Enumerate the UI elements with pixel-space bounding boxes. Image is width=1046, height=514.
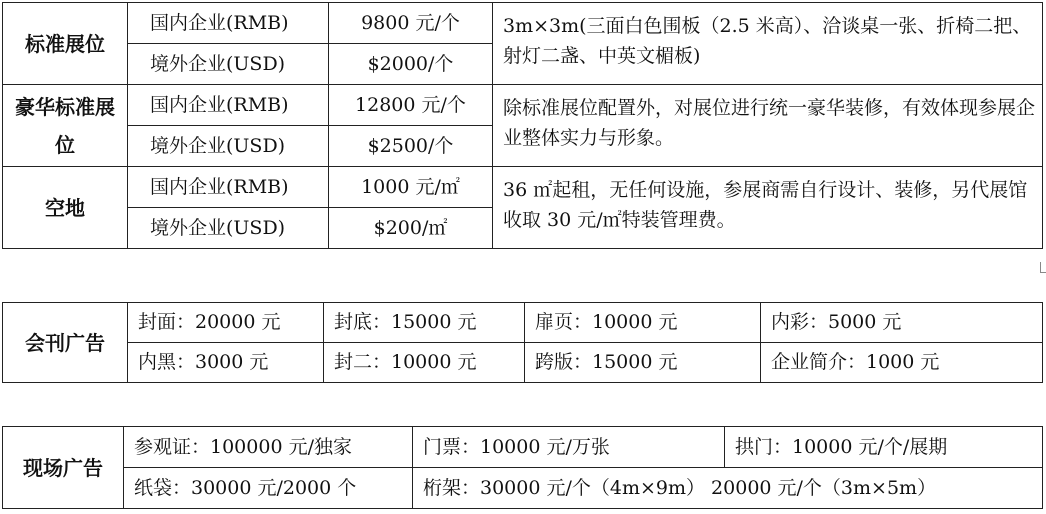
foreign-price: $200/㎡ [329, 208, 493, 249]
onsite-ads-table [2, 426, 1043, 509]
domestic-label: 国内企业(RMB) [128, 3, 329, 44]
foreign-label: 境外企业(USD) [128, 126, 329, 167]
journal-ad-item: 封底：15000 元 [324, 303, 525, 343]
journal-ad-item: 内黑：3000 元 [128, 343, 324, 383]
category-journal-ads: 会刊广告 [3, 303, 128, 383]
booth-pricing-table [2, 2, 1043, 249]
journal-ad-item: 封二：10000 元 [324, 343, 525, 383]
domestic-label: 国内企业(RMB) [128, 85, 329, 126]
journal-ad-item: 封面：20000 元 [128, 303, 324, 343]
domestic-price: 9800 元/个 [329, 3, 493, 44]
journal-ad-item: 企业简介：1000 元 [761, 343, 1043, 383]
foreign-label: 境外企业(USD) [128, 44, 329, 85]
foreign-label: 境外企业(USD) [128, 208, 329, 249]
category-luxury-booth: 豪华标准展位 [3, 85, 128, 167]
booth-description: 除标准展位配置外，对展位进行统一豪华装修，有效体现参展企业整体实力与形象。 [493, 85, 1043, 167]
onsite-ad-item: 门票：10000 元/万张 [413, 427, 725, 468]
domestic-price: 12800 元/个 [329, 85, 493, 126]
onsite-ad-item: 纸袋：30000 元/2000 个 [124, 468, 413, 509]
domestic-label: 国内企业(RMB) [128, 167, 329, 208]
corner-mark [1040, 262, 1046, 273]
foreign-price: $2500/个 [329, 126, 493, 167]
journal-ad-item: 跨版：15000 元 [525, 343, 761, 383]
booth-description: 3m×3m(三面白色围板（2.5 米高）、洽谈桌一张、折椅二把、射灯二盏、中英文楣板) [493, 3, 1043, 85]
category-standard-booth: 标准展位 [3, 3, 128, 85]
journal-ads-table [2, 302, 1043, 383]
onsite-ad-item: 拱门：10000 元/个/展期 [725, 427, 1043, 468]
foreign-price: $2000/个 [329, 44, 493, 85]
booth-description: 36 ㎡起租，无任何设施，参展商需自行设计、装修，另代展馆收取 30 元/㎡特装管理费。 [493, 167, 1043, 249]
category-open-space: 空地 [3, 167, 128, 249]
category-onsite-ads: 现场广告 [3, 427, 124, 509]
onsite-ad-item: 参观证：100000 元/独家 [124, 427, 413, 468]
journal-ad-item: 扉页：10000 元 [525, 303, 761, 343]
domestic-price: 1000 元/㎡ [329, 167, 493, 208]
journal-ad-item: 内彩：5000 元 [761, 303, 1043, 343]
onsite-ad-item: 桁架：30000 元/个（4m×9m） 20000 元/个（3m×5m） [413, 468, 1043, 509]
